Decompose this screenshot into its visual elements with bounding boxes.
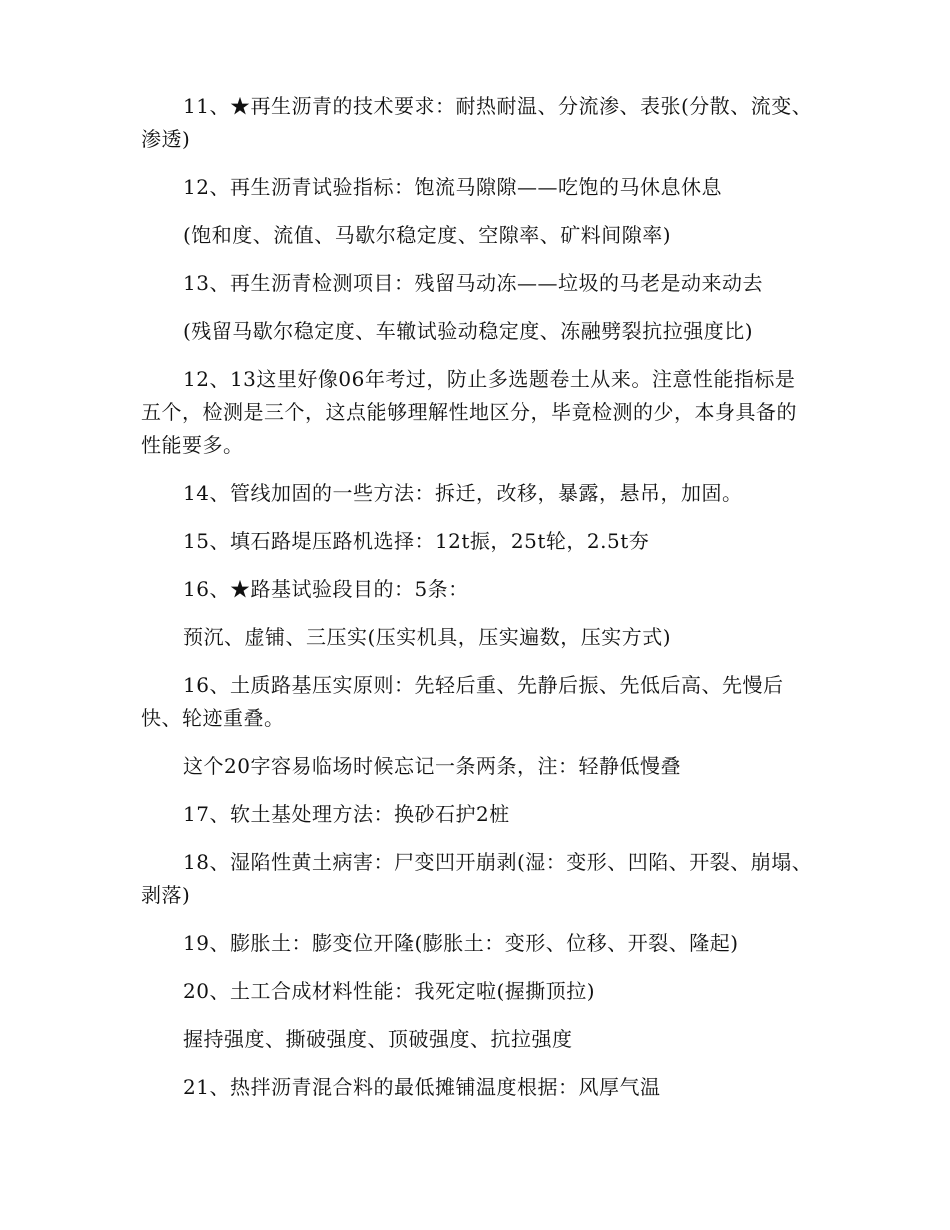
paragraph-16b: 16、土质路基压实原则：先轻后重、先静后振、先低后高、先慢后快、轮迹重叠。	[141, 673, 784, 730]
paragraph-15: 15、填石路堤压路机选择：12t振，25t轮，2.5t夯	[183, 529, 650, 553]
paragraph-16a-detail: 预沉、虚铺、三压实(压实机具，压实遍数，压实方式)	[183, 625, 672, 649]
paragraph-12: 12、再生沥青试验指标：饱流马隙隙——吃饱的马休息休息	[183, 175, 722, 199]
paragraph-12-13-note: 12、13这里好像06年考过，防止多选题卷土从来。注意性能指标是五个，检测是三个，这点能够理解性地区分，毕竟检测的少，本身具备的性能要多。	[141, 367, 797, 457]
paragraph-14: 14、管线加固的一些方法：拆迁，改移，暴露，悬吊，加固。	[183, 481, 743, 505]
paragraph-16b-note: 这个20字容易临场时候忘记一条两条，注：轻静低慢叠	[183, 754, 681, 778]
paragraph-11: 11、★再生沥青的技术要求：耐热耐温、分流渗、表张(分散、流变、渗透)	[141, 94, 813, 151]
paragraph-21: 21、热拌沥青混合料的最低摊铺温度根据：风厚气温	[183, 1075, 661, 1099]
paragraph-18: 18、湿陷性黄土病害：尸变凹开崩剥(湿：变形、凹陷、开裂、崩塌、剥落)	[141, 850, 813, 907]
document-body	[141, 90, 813, 1119]
paragraph-13: 13、再生沥青检测项目：残留马动冻——垃圾的马老是动来动去	[183, 271, 763, 295]
paragraph-16a: 16、★路基试验段目的：5条：	[183, 577, 469, 601]
paragraph-20: 20、土工合成材料性能：我死定啦(握撕顶拉)	[183, 979, 596, 1003]
paragraph-19: 19、膨胀土：膨变位开隆(膨胀土：变形、位移、开裂、隆起)	[183, 931, 739, 955]
paragraph-12-detail: (饱和度、流值、马歇尔稳定度、空隙率、矿料间隙率)	[183, 223, 672, 247]
paragraph-13-detail: (残留马歇尔稳定度、车辙试验动稳定度、冻融劈裂抗拉强度比)	[183, 319, 754, 343]
paragraph-17: 17、软土基处理方法：换砂石护2桩	[183, 802, 510, 826]
paragraph-20-detail: 握持强度、撕破强度、顶破强度、抗拉强度	[183, 1027, 573, 1051]
